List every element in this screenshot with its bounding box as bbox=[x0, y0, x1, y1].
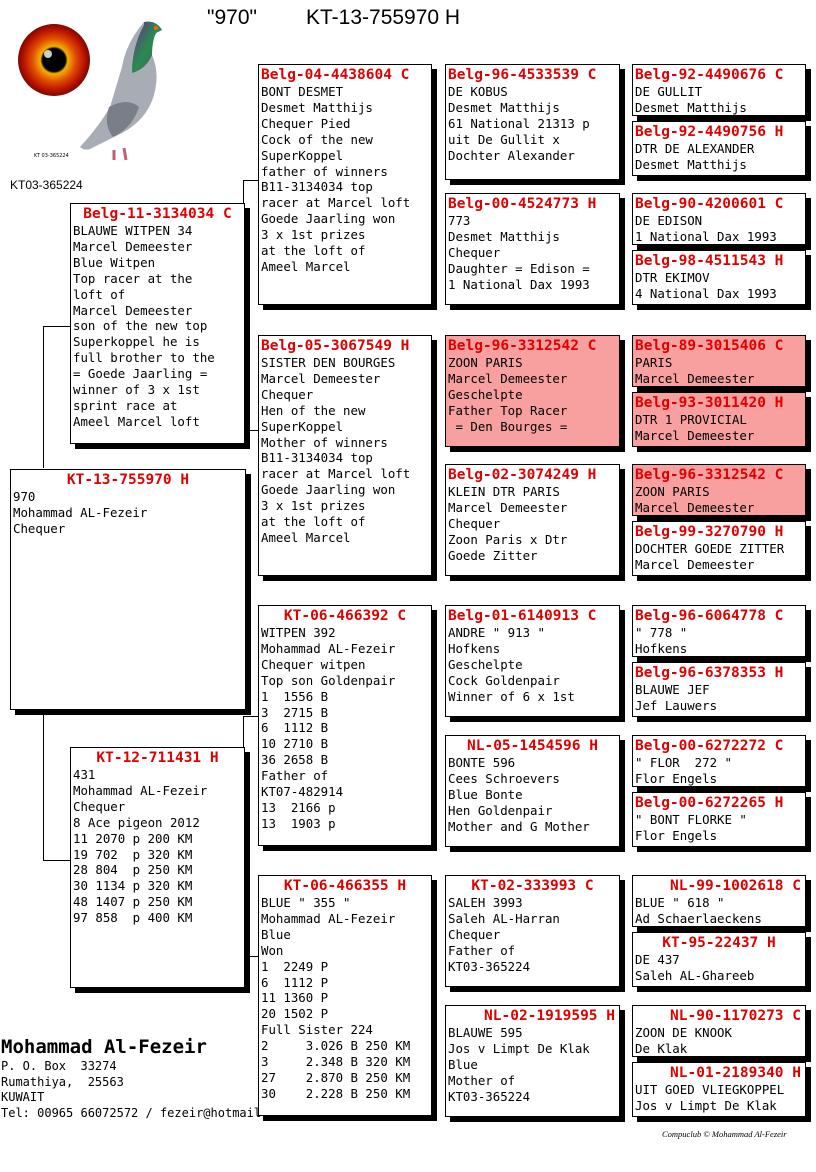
gg-grandparent-card bbox=[632, 932, 806, 987]
pedigree-line: PARIS bbox=[635, 355, 673, 370]
pedigree-line: 3 2.348 B 320 KM bbox=[261, 1054, 411, 1070]
dam-line: 11 2070 p 200 KM bbox=[73, 830, 193, 846]
pedigree-line: Chequer witpen bbox=[261, 656, 366, 672]
connector-line bbox=[432, 400, 433, 520]
pedigree-line: uit De Gullit x bbox=[448, 131, 560, 147]
pedigree-line: at the loft of bbox=[261, 514, 366, 530]
ggp-ring: NL-02-1919595 H bbox=[484, 1008, 615, 1024]
pedigree-line: Chequer bbox=[448, 926, 501, 942]
pedigree-line: Top son Goldenpair bbox=[261, 672, 396, 688]
gggp-ring: Belg-92-4490756 H bbox=[635, 124, 784, 140]
gggp-ring: NL-90-1170273 C bbox=[670, 1008, 801, 1024]
pedigree-line: Zoon Paris x Dtr bbox=[448, 531, 568, 547]
gg-grandparent-card bbox=[632, 1005, 806, 1057]
pedigree-line: = Den Bourges = bbox=[448, 418, 568, 434]
pedigree-line: DOCHTER GOEDE ZITTER bbox=[635, 541, 785, 556]
pedigree-line: B11-3134034 top bbox=[261, 450, 373, 466]
pedigree-line: Chequer bbox=[448, 244, 501, 260]
pedigree-line: Goede Zitter bbox=[448, 547, 538, 563]
pedigree-line: 1 1556 B bbox=[261, 688, 329, 704]
gg-grandparent-card bbox=[632, 250, 806, 305]
gg-grandparent-card bbox=[632, 875, 806, 927]
pedigree-line: Daughter = Edison = bbox=[448, 260, 590, 276]
dam-line: 8 Ace pigeon 2012 bbox=[73, 814, 200, 830]
pedigree-line: Blue bbox=[261, 926, 291, 942]
subject-line: Chequer bbox=[13, 520, 66, 536]
subject-ring: KT-13-755970 H bbox=[66, 472, 190, 488]
pedigree-line: 36 2658 B bbox=[261, 752, 329, 768]
gggp-ring: Belg-00-6272272 C bbox=[635, 738, 784, 754]
pedigree-line: BONTE 596 bbox=[448, 755, 516, 770]
pedigree-line: " BONT FLORKE " bbox=[635, 812, 747, 827]
dam-line: Chequer bbox=[73, 798, 126, 814]
gggp-ring: NL-99-1002618 C bbox=[670, 878, 801, 894]
pedigree-line: BLAUWE 595 bbox=[448, 1025, 523, 1040]
dam-ring: KT-12-711431 H bbox=[96, 750, 219, 766]
pedigree-line: ZOON PARIS bbox=[448, 355, 523, 370]
connector-line bbox=[43, 710, 44, 860]
sire-line: Blue Witpen bbox=[73, 254, 156, 270]
pedigree-line: B11-3134034 top bbox=[261, 179, 373, 195]
pedigree-line: Mother and G Mother bbox=[448, 818, 590, 834]
dam-line: 48 1407 p 250 KM bbox=[73, 894, 193, 910]
sire-line: Superkoppel he is bbox=[73, 334, 200, 350]
granddam-maternal-ring: KT-06-466355 H bbox=[283, 878, 407, 894]
connector-line bbox=[243, 430, 259, 431]
pedigree-line: Cock Goldenpair bbox=[448, 672, 560, 688]
photo-caption: KT03-365224 bbox=[10, 178, 83, 192]
gg-grandparent-card bbox=[632, 792, 806, 847]
pedigree-line: SALEH 3993 bbox=[448, 895, 523, 910]
connector-line bbox=[243, 716, 259, 717]
contact-line: KUWAIT bbox=[1, 1090, 45, 1104]
pedigree-line: Marcel Demeester bbox=[635, 427, 755, 443]
pedigree-line: 10 2710 B bbox=[261, 736, 329, 752]
sire-line: = Goede Jaarling = bbox=[73, 366, 208, 382]
pedigree-line: 1 National Dax 1993 bbox=[635, 228, 777, 244]
pedigree-line: father of winners bbox=[261, 163, 388, 179]
pedigree-line: Hen Goldenpair bbox=[448, 802, 553, 818]
dam-line: Mohammad AL-Fezeir bbox=[73, 782, 208, 798]
pedigree-line: Hofkens bbox=[635, 640, 688, 656]
pedigree-line: Blue bbox=[448, 1056, 478, 1072]
pedigree-line: Flor Engels bbox=[635, 770, 718, 786]
pedigree-line: Hen of the new bbox=[261, 402, 366, 418]
granddam-paternal-ring: Belg-05-3067549 H bbox=[261, 338, 410, 354]
great-grandparent-card bbox=[445, 735, 620, 847]
sire-line: winner of 3 x 1st bbox=[73, 382, 200, 398]
dam-line: 30 1134 p 320 KM bbox=[73, 878, 193, 894]
pedigree-line: Goede Jaarling won bbox=[261, 482, 396, 498]
pedigree-line: SuperKoppel bbox=[261, 418, 344, 434]
pedigree-line: Jef Lauwers bbox=[635, 697, 718, 713]
gggp-ring: Belg-89-3015406 C bbox=[635, 338, 784, 354]
sire-line: Top racer at the bbox=[73, 270, 193, 286]
ggp-ring: NL-05-1454596 H bbox=[467, 738, 598, 754]
pedigree-line: KT03-365224 bbox=[448, 958, 531, 974]
great-grandparent-card bbox=[445, 605, 620, 717]
pedigree-line: DTR DE ALEXANDER bbox=[635, 141, 755, 156]
sire-line: BLAUWE WITPEN 34 bbox=[73, 223, 193, 238]
pedigree-line: Ad Schaerlaeckens bbox=[635, 910, 762, 926]
sire-line: Marcel Demeester bbox=[73, 238, 193, 254]
gg-grandparent-card bbox=[632, 1062, 806, 1117]
pedigree-line: 6 1112 P bbox=[261, 974, 329, 990]
connector-line bbox=[243, 956, 259, 957]
pedigree-line: 1 2249 P bbox=[261, 958, 329, 974]
gg-grandparent-card-highlighted bbox=[632, 464, 806, 516]
pedigree-line: 11 1360 P bbox=[261, 990, 329, 1006]
gggp-ring: NL-01-2189340 H bbox=[670, 1065, 801, 1081]
gg-grandparent-card bbox=[632, 605, 806, 657]
pedigree-line: Blue Bonte bbox=[448, 786, 523, 802]
connector-line bbox=[432, 665, 433, 785]
pedigree-line: Mohammad AL-Fezeir bbox=[261, 910, 396, 926]
gg-grandparent-card-highlighted bbox=[632, 392, 806, 447]
pedigree-line: DE KOBUS bbox=[448, 84, 508, 99]
pedigree-line: Hofkens bbox=[448, 640, 501, 656]
ggp-ring: Belg-02-3074249 H bbox=[448, 467, 597, 483]
pedigree-line: Marcel Demeester bbox=[448, 499, 568, 515]
owner-name: Mohammad Al-Fezeir bbox=[1, 1036, 207, 1058]
pedigree-line: UIT GOED VLIEGKOPPEL bbox=[635, 1082, 785, 1097]
pedigree-line: 4 National Dax 1993 bbox=[635, 285, 777, 301]
pedigree-line: KLEIN DTR PARIS bbox=[448, 484, 560, 499]
connector-line bbox=[43, 326, 70, 327]
pedigree-line: Mother of bbox=[448, 1072, 516, 1088]
pedigree-line: BONT DESMET bbox=[261, 84, 344, 99]
pedigree-line: 13 2166 p bbox=[261, 799, 336, 815]
gg-grandparent-card bbox=[632, 662, 806, 717]
pedigree-line: WITPEN 392 bbox=[261, 625, 336, 640]
pedigree-line: DE 437 bbox=[635, 952, 680, 967]
great-grandparent-card-highlighted bbox=[445, 335, 620, 447]
ggp-ring: Belg-00-4524773 H bbox=[448, 196, 597, 212]
sire-line: sprint race at bbox=[73, 397, 178, 413]
subject-line: 970 bbox=[13, 489, 36, 504]
pedigree-line: Father of bbox=[448, 942, 516, 958]
pedigree-line: Desmet Matthijs bbox=[448, 228, 560, 244]
pedigree-line: Cees Schroevers bbox=[448, 770, 560, 786]
connector-line bbox=[432, 935, 433, 1055]
ggp-ring: Belg-01-6140913 C bbox=[448, 608, 597, 624]
pedigree-line: Desmet Matthijs bbox=[635, 156, 747, 172]
ggp-ring: Belg-96-4533539 C bbox=[448, 67, 597, 83]
pedigree-line: Marcel Demeester bbox=[635, 556, 755, 572]
sire-card bbox=[70, 203, 245, 444]
pedigree-line: DTR 1 PROVICIAL bbox=[635, 412, 747, 427]
pedigree-line: Flor Engels bbox=[635, 827, 718, 843]
software-credit: Compuclub © Mohammad Al-Fezeir bbox=[662, 1129, 787, 1139]
pedigree-line: KT07-482914 bbox=[261, 784, 344, 800]
pedigree-line: 6 1112 B bbox=[261, 720, 329, 736]
subject-line: Mohammad AL-Fezeir bbox=[13, 504, 148, 520]
pigeon-name-title: "970" bbox=[207, 6, 257, 29]
dam-line: 97 858 p 400 KM bbox=[73, 910, 193, 926]
pedigree-line: 20 1502 P bbox=[261, 1006, 329, 1022]
gg-grandparent-card bbox=[632, 64, 806, 116]
gggp-ring: Belg-93-3011420 H bbox=[635, 395, 784, 411]
pigeon-ring-title: KT-13-755970 H bbox=[306, 6, 461, 29]
great-grandparent-card bbox=[445, 875, 620, 987]
contact-line: P. O. Box 33274 bbox=[1, 1059, 117, 1073]
pedigree-line: Saleh AL-Harran bbox=[448, 910, 560, 926]
pedigree-line: Full Sister 224 bbox=[261, 1022, 373, 1038]
pedigree-line: De Klak bbox=[635, 1040, 688, 1056]
svg-text:KT 03-365224: KT 03-365224 bbox=[34, 153, 69, 159]
pedigree-line: Goede Jaarling won bbox=[261, 211, 396, 227]
grandsire-maternal-card bbox=[258, 605, 432, 846]
grandsire-maternal-ring: KT-06-466392 C bbox=[283, 608, 407, 624]
pedigree-line: ANDRE " 913 " bbox=[448, 625, 545, 640]
pigeon-eye-image bbox=[14, 12, 164, 167]
pedigree-line: 2 3.026 B 250 KM bbox=[261, 1038, 411, 1054]
ggp-ring: KT-02-333993 C bbox=[471, 878, 594, 894]
great-grandparent-card bbox=[445, 193, 620, 305]
pedigree-line: 27 2.870 B 250 KM bbox=[261, 1069, 411, 1085]
pedigree-line: KT03-365224 bbox=[448, 1088, 531, 1104]
pedigree-line: Geschelpte bbox=[448, 386, 523, 402]
connector-line bbox=[432, 130, 433, 250]
sire-line: Ameel Marcel loft bbox=[73, 413, 200, 429]
gggp-ring: Belg-96-6378353 H bbox=[635, 665, 784, 681]
connector-line bbox=[243, 180, 259, 181]
gggp-ring: Belg-96-6064778 C bbox=[635, 608, 784, 624]
pedigree-line: 3 x 1st prizes bbox=[261, 498, 366, 514]
contact-line: Tel: 00965 66072572 / fezeir@hotmail. bbox=[1, 1105, 269, 1120]
pedigree-line: Chequer Pied bbox=[261, 115, 351, 131]
ggp-ring: Belg-96-3312542 C bbox=[448, 338, 597, 354]
dam-line: 28 804 p 250 KM bbox=[73, 862, 193, 878]
pedigree-line: Jos v Limpt De Klak bbox=[448, 1040, 590, 1056]
dam-line: 431 bbox=[73, 767, 96, 782]
pedigree-line: SuperKoppel bbox=[261, 147, 344, 163]
pedigree-line: racer at Marcel loft bbox=[261, 466, 411, 482]
gg-grandparent-card bbox=[632, 735, 806, 787]
pedigree-line: DE EDISON bbox=[635, 213, 703, 228]
pedigree-line: 3 x 1st prizes bbox=[261, 227, 366, 243]
contact-line: Rumathiya, 25563 bbox=[1, 1074, 124, 1089]
pedigree-line: 61 National 21313 p bbox=[448, 115, 590, 131]
pedigree-line: Won bbox=[261, 942, 284, 958]
sire-line: Marcel Demeester bbox=[73, 302, 193, 318]
pedigree-line: SISTER DEN BOURGES bbox=[261, 355, 396, 370]
pedigree-line: Geschelpte bbox=[448, 656, 523, 672]
pedigree-line: Dochter Alexander bbox=[448, 147, 575, 163]
pedigree-line: Winner of 6 x 1st bbox=[448, 688, 575, 704]
gggp-ring: Belg-00-6272265 H bbox=[635, 795, 784, 811]
dam-card bbox=[70, 747, 245, 988]
grandsire-paternal-ring: Belg-04-4438604 C bbox=[261, 67, 410, 83]
sire-line: loft of bbox=[73, 286, 126, 302]
gg-grandparent-card bbox=[632, 193, 806, 245]
pedigree-line: 3 2715 B bbox=[261, 704, 329, 720]
pedigree-line: Chequer bbox=[261, 386, 314, 402]
pedigree-line: Mohammad AL-Fezeir bbox=[261, 640, 396, 656]
granddam-paternal-card bbox=[258, 335, 432, 576]
great-grandparent-card bbox=[445, 1005, 620, 1117]
gg-grandparent-card bbox=[632, 121, 806, 176]
pedigree-line: at the loft of bbox=[261, 243, 366, 259]
pedigree-line: BLUE " 355 " bbox=[261, 895, 351, 910]
pedigree-line: " 778 " bbox=[635, 625, 688, 640]
sire-ring: Belg-11-3134034 C bbox=[83, 206, 232, 222]
gggp-ring: Belg-98-4511543 H bbox=[635, 253, 784, 269]
pedigree-line: Jos v Limpt De Klak bbox=[635, 1097, 777, 1113]
pedigree-line: 30 2.228 B 250 KM bbox=[261, 1085, 411, 1101]
sire-line: full brother to the bbox=[73, 350, 215, 366]
pedigree-line: 13 1903 p bbox=[261, 815, 336, 831]
pedigree-line: Marcel Demeester bbox=[261, 370, 381, 386]
gggp-ring: Belg-99-3270790 H bbox=[635, 524, 784, 540]
connector-line bbox=[43, 326, 44, 468]
pedigree-line: Cock of the new bbox=[261, 131, 373, 147]
pedigree-line: Marcel Demeester bbox=[635, 499, 755, 515]
pedigree-line: BLAUWE JEF bbox=[635, 682, 710, 697]
pedigree-line: 1 National Dax 1993 bbox=[448, 276, 590, 292]
pedigree-line: 773 bbox=[448, 213, 471, 228]
pedigree-line: Ameel Marcel bbox=[261, 258, 351, 274]
pedigree-line: ZOON PARIS bbox=[635, 484, 710, 499]
dam-line: 19 702 p 320 KM bbox=[73, 846, 193, 862]
pedigree-line: Ameel Marcel bbox=[261, 529, 351, 545]
granddam-maternal-card bbox=[258, 875, 432, 1116]
pedigree-line: Desmet Matthijs bbox=[635, 99, 747, 115]
pedigree-line: DE GULLIT bbox=[635, 84, 703, 99]
subject-card bbox=[10, 469, 246, 710]
pedigree-line: Chequer bbox=[448, 515, 501, 531]
pedigree-line: racer at Marcel loft bbox=[261, 195, 411, 211]
pedigree-line: Father of bbox=[261, 768, 329, 784]
pigeon-photo bbox=[14, 12, 164, 167]
pedigree-line: Desmet Matthijs bbox=[448, 99, 560, 115]
owner-contact bbox=[1, 1059, 268, 1121]
gg-grandparent-card-highlighted bbox=[632, 335, 806, 387]
pedigree-line: BLUE " 618 " bbox=[635, 895, 725, 910]
great-grandparent-card bbox=[445, 464, 620, 576]
pedigree-line: Mother of winners bbox=[261, 434, 388, 450]
pedigree-line: Father Top Racer bbox=[448, 402, 568, 418]
pedigree-line: Marcel Demeester bbox=[448, 370, 568, 386]
gg-grandparent-card bbox=[632, 521, 806, 576]
pedigree-line: " FLOR 272 " bbox=[635, 755, 732, 770]
sire-line: son of the new top bbox=[73, 318, 208, 334]
connector-line bbox=[43, 860, 70, 861]
gggp-ring: Belg-90-4200601 C bbox=[635, 196, 784, 212]
grandsire-paternal-card bbox=[258, 64, 432, 305]
gggp-ring: Belg-92-4490676 C bbox=[635, 67, 784, 83]
pedigree-line: DTR EKIMOV bbox=[635, 270, 710, 285]
gggp-ring: Belg-96-3312542 C bbox=[635, 467, 784, 483]
gggp-ring: KT-95-22437 H bbox=[662, 935, 776, 951]
pedigree-line: Marcel Demeester bbox=[635, 370, 755, 386]
pedigree-line: Saleh AL-Ghareeb bbox=[635, 967, 755, 983]
pedigree-line: ZOON DE KNOOK bbox=[635, 1025, 732, 1040]
great-grandparent-card bbox=[445, 64, 620, 180]
pedigree-line: Desmet Matthijs bbox=[261, 99, 373, 115]
